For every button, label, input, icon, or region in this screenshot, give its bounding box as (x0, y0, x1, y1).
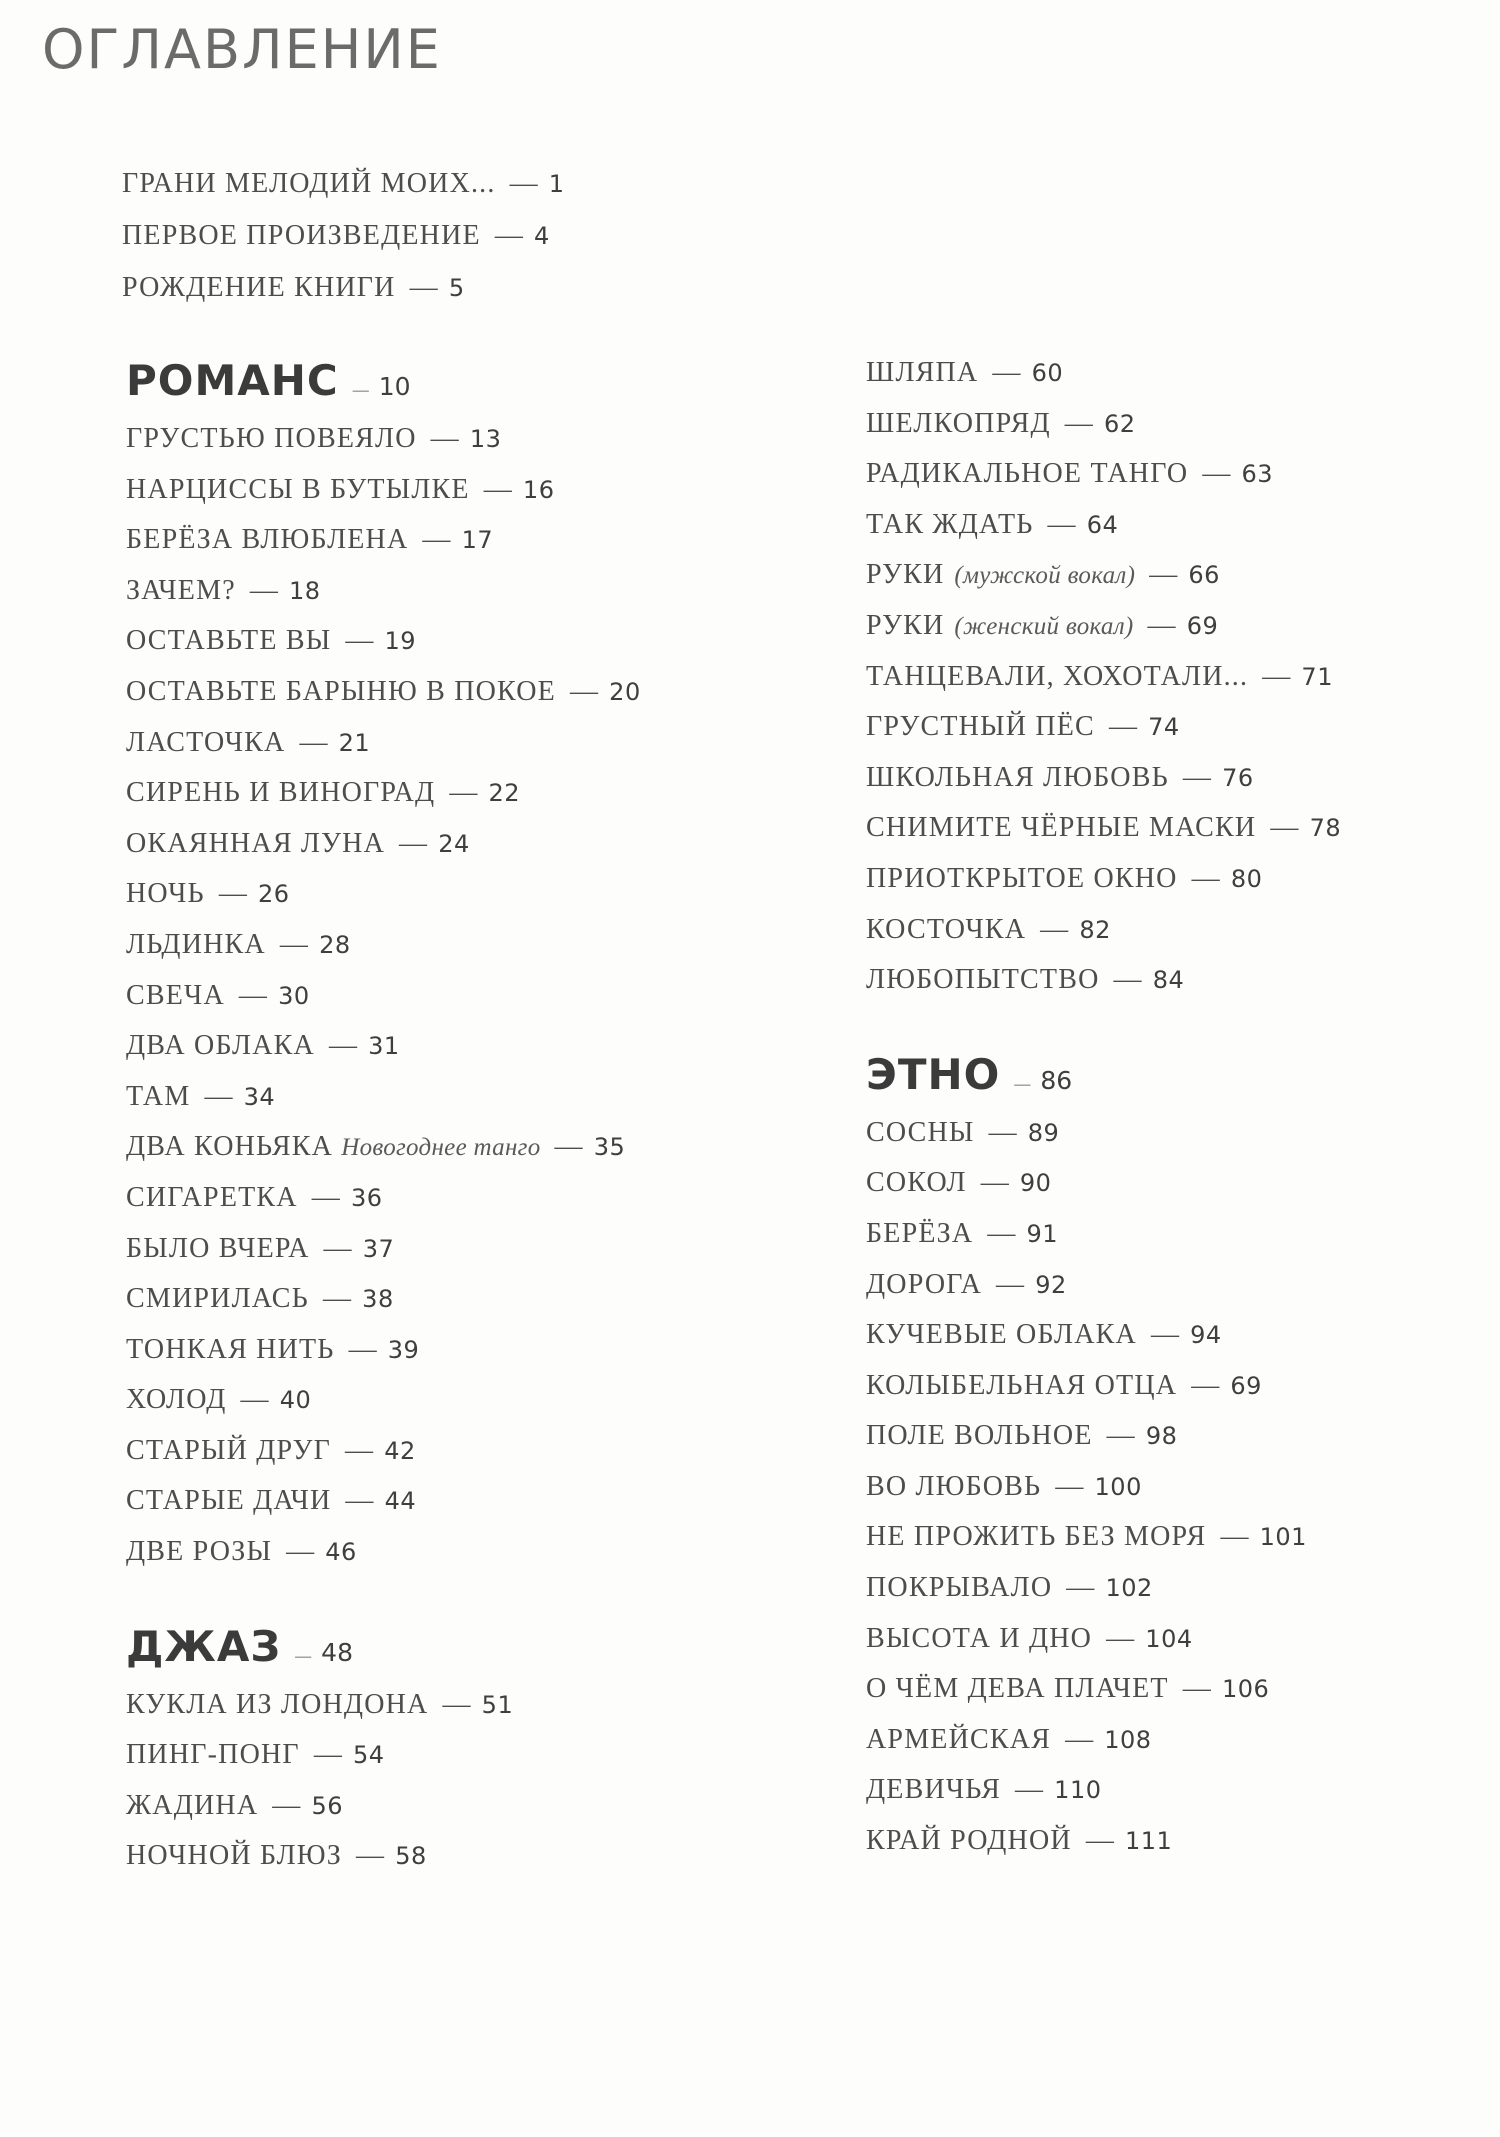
toc-entry[interactable] (866, 854, 1341, 905)
section-name: РОМАНС (126, 356, 339, 405)
entry-page: 71 (1301, 662, 1333, 691)
dash-separator: — (980, 1167, 1010, 1199)
toc-entry[interactable] (126, 1375, 641, 1426)
dash-separator: — (1191, 862, 1221, 894)
entry-title: СТАРЫЙ ДРУГ (126, 1434, 332, 1466)
toc-entry[interactable] (126, 667, 641, 718)
entry-page: 18 (289, 576, 321, 605)
entry-page: 89 (1027, 1118, 1060, 1147)
page-title: ОГЛАВЛЕНИЕ (42, 18, 442, 81)
dash-separator: — (345, 1434, 375, 1466)
toc-entry[interactable] (866, 1664, 1341, 1715)
section-page: 10 (378, 372, 411, 401)
dash-separator: — (399, 827, 429, 859)
entry-page: 56 (311, 1791, 344, 1820)
entry-title: ШКОЛЬНАЯ ЛЮБОВЬ (866, 761, 1169, 793)
dash-separator: — (988, 1116, 1018, 1148)
entry-page: 80 (1230, 864, 1263, 893)
entry-page: 78 (1309, 814, 1342, 843)
entry-title: РОЖДЕНИЕ КНИГИ (122, 272, 396, 303)
dash-separator: — (311, 1181, 341, 1213)
entry-page: 4 (534, 222, 550, 250)
entry-title: РУКИ (866, 559, 945, 591)
dash-separator: — (987, 1217, 1017, 1249)
dash-separator: — (1182, 761, 1213, 793)
toc-entry[interactable] (866, 1108, 1341, 1159)
entry-page: 102 (1105, 1574, 1153, 1603)
dash-separator: — (1014, 1774, 1045, 1806)
entry-title: ТАК ЖДАТЬ (866, 508, 1034, 540)
entry-page: 13 (469, 425, 502, 453)
entry-title: ДВЕ РОЗЫ (126, 1536, 273, 1568)
entry-title: ОСТАВЬТЕ БАРЫНЮ В ПОКОЕ (126, 675, 556, 707)
entry-page: 46 (325, 1538, 357, 1567)
toc-entry[interactable] (866, 1462, 1341, 1513)
entry-page: 110 (1054, 1776, 1102, 1805)
entry-page: 111 (1125, 1827, 1173, 1856)
entry-page: 58 (395, 1842, 427, 1871)
entry-page: 34 (243, 1082, 276, 1111)
entry-title: КОСТОЧКА (866, 913, 1027, 945)
entry-title: ЖАДИНА (126, 1789, 259, 1821)
dash-separator: — (1202, 458, 1232, 490)
entry-page: 1 (548, 170, 565, 198)
dash-separator: — (1147, 609, 1177, 641)
intro-list (122, 158, 565, 314)
entry-title: ДВА КОНЬЯКА (126, 1131, 334, 1163)
dash-separator: — (323, 1232, 353, 1264)
entry-page: 51 (481, 1690, 514, 1719)
toc-entry[interactable] (866, 1158, 1341, 1209)
entry-title: ХОЛОД (126, 1384, 227, 1416)
toc-entry[interactable] (866, 1310, 1341, 1361)
entry-page: 31 (368, 1032, 400, 1061)
entry-title: ТОНКАЯ НИТЬ (126, 1333, 335, 1365)
entry-title: СТАРЫЕ ДАЧИ (126, 1485, 332, 1517)
toc-entry[interactable] (126, 465, 641, 516)
section-gap (126, 1578, 641, 1614)
toc-entry[interactable] (126, 1325, 641, 1376)
toc-entry[interactable] (126, 1730, 641, 1781)
entry-title: ПОКРЫВАЛО (866, 1572, 1053, 1604)
entry-page: 92 (1035, 1270, 1067, 1299)
section-name: ДЖАЗ (126, 1621, 282, 1671)
toc-entry[interactable] (866, 1260, 1341, 1311)
entry-page: 98 (1145, 1422, 1178, 1451)
dash-separator: — (345, 1485, 375, 1517)
section-gap (866, 1006, 1341, 1042)
toc-entry[interactable] (866, 753, 1341, 804)
entry-page: 19 (384, 627, 417, 656)
toc-entry[interactable] (126, 515, 641, 566)
dash-separator: — (1262, 660, 1292, 692)
entry-page: 20 (609, 677, 641, 706)
toc-entry[interactable] (866, 601, 1341, 652)
entry-page: 26 (258, 880, 290, 909)
toc-entry[interactable] (126, 566, 641, 617)
toc-entry[interactable] (122, 158, 565, 210)
entry-title: СОКОЛ (866, 1167, 967, 1199)
entry-title: ЛЬДИНКА (126, 928, 266, 960)
entry-title: КУЧЕВЫЕ ОБЛАКА (866, 1319, 1137, 1351)
dash-separator: — (1040, 913, 1070, 945)
entry-title: ВО ЛЮБОВЬ (866, 1470, 1042, 1502)
dash-separator: — (1106, 1622, 1136, 1654)
dash-separator: — (345, 625, 375, 657)
dash-separator: — (240, 1384, 270, 1416)
dash-separator: — (1108, 711, 1139, 743)
section-heading-romance[interactable] (126, 348, 641, 414)
entry-page: 40 (279, 1386, 312, 1415)
dash-separator: — (218, 878, 249, 910)
toc-entry[interactable] (126, 1831, 641, 1882)
dash-separator: — (1014, 1075, 1031, 1093)
entry-title: ШЛЯПА (866, 357, 979, 388)
left-column (126, 348, 641, 1882)
dash-separator: — (352, 382, 369, 399)
dash-separator: — (238, 979, 269, 1011)
entry-note: (мужской вокал) (954, 562, 1136, 590)
dash-separator: — (1064, 407, 1094, 439)
entry-page: 24 (438, 829, 470, 858)
entry-page: 94 (1190, 1321, 1222, 1350)
entry-title: НЕ ПРОЖИТЬ БЕЗ МОРЯ (866, 1521, 1207, 1553)
entry-title: ГРУСТНЫЙ ПЁС (866, 711, 1095, 743)
dash-separator: — (409, 272, 439, 303)
section-page: 86 (1040, 1065, 1073, 1095)
toc-entry[interactable] (866, 399, 1341, 450)
entry-page: 38 (362, 1285, 394, 1314)
dash-separator: — (1066, 1572, 1096, 1604)
entry-title: ПОЛЕ ВОЛЬНОЕ (866, 1420, 1093, 1452)
entry-page: 17 (461, 526, 494, 555)
dash-separator: — (509, 168, 539, 199)
entry-page: 69 (1230, 1371, 1262, 1400)
entry-page: 63 (1241, 460, 1274, 489)
entry-title: НОЧНОЙ БЛЮЗ (126, 1840, 342, 1872)
dash-separator: — (272, 1789, 302, 1821)
entry-page: 21 (338, 728, 371, 757)
entry-page: 36 (350, 1183, 383, 1212)
dash-separator: — (1220, 1521, 1250, 1553)
section-heading-jazz[interactable] (126, 1614, 641, 1680)
entry-note: Новогоднее танго (341, 1134, 541, 1162)
entry-title: БЕРЁЗА ВЛЮБЛЕНА (126, 524, 409, 556)
entry-title: ТАНЦЕВАЛИ, ХОХОТАЛИ... (866, 660, 1249, 692)
dash-separator: — (328, 1030, 359, 1062)
toc-entry[interactable] (126, 1021, 641, 1072)
entry-page: 74 (1148, 713, 1180, 742)
entry-title: ДОРОГА (866, 1268, 983, 1300)
dash-separator: — (1150, 1319, 1181, 1351)
toc-entry[interactable] (126, 971, 641, 1022)
entry-title: ВЫСОТА И ДНО (866, 1622, 1093, 1654)
entry-page: 35 (593, 1133, 626, 1162)
entry-page: 82 (1079, 915, 1111, 944)
dash-separator: — (1085, 1825, 1116, 1857)
entry-title: НАРЦИССЫ В БУТЫЛКЕ (126, 473, 470, 505)
entry-title: ТАМ (126, 1080, 191, 1112)
toc-entry[interactable] (866, 1715, 1341, 1766)
entry-title: КОЛЫБЕЛЬНАЯ ОТЦА (866, 1369, 1178, 1401)
entry-page: 28 (319, 930, 351, 959)
entry-title: ОКАЯННАЯ ЛУНА (126, 827, 385, 859)
dash-separator: — (348, 1333, 378, 1365)
toc-entry[interactable] (126, 1476, 641, 1527)
dash-separator: — (299, 726, 329, 758)
entry-title: ПИНГ-ПОНГ (126, 1739, 300, 1771)
entry-title: РУКИ (866, 609, 945, 641)
entry-page: 106 (1221, 1675, 1270, 1704)
dash-separator: — (295, 1647, 312, 1665)
entry-page: 84 (1152, 966, 1185, 995)
dash-separator: — (1182, 1673, 1212, 1705)
entry-title: БЕРЁЗА (866, 1217, 974, 1249)
toc-entry[interactable] (866, 702, 1341, 753)
section-page: 48 (321, 1637, 353, 1667)
entry-title: АРМЕЙСКАЯ (866, 1723, 1052, 1755)
dash-separator: — (1191, 1369, 1221, 1401)
entry-title: СИГАРЕТКА (126, 1181, 298, 1213)
toc-entry[interactable] (126, 1072, 641, 1123)
dash-separator: — (483, 473, 513, 505)
entry-page: 91 (1026, 1219, 1059, 1248)
dash-separator: — (1055, 1470, 1085, 1502)
dash-separator: — (355, 1840, 386, 1872)
entry-page: 104 (1145, 1624, 1193, 1653)
entry-title: КРАЙ РОДНОЙ (866, 1825, 1072, 1857)
entry-page: 16 (522, 475, 555, 504)
dash-separator: — (1047, 508, 1077, 540)
toc-entry[interactable] (122, 262, 565, 314)
dash-separator: — (322, 1283, 353, 1315)
dash-separator: — (1149, 559, 1179, 591)
entry-title: ЗАЧЕМ? (126, 574, 236, 606)
entry-page: 54 (353, 1741, 385, 1770)
entry-title: СОСНЫ (866, 1116, 975, 1148)
toc-entry[interactable] (866, 1816, 1341, 1867)
section-name: ЭТНО (866, 1049, 1001, 1099)
toc-entry[interactable] (126, 616, 641, 667)
entry-title: БЫЛО ВЧЕРА (126, 1232, 310, 1264)
toc-entry[interactable] (122, 210, 565, 262)
toc-entry[interactable] (866, 1512, 1341, 1563)
toc-entry[interactable] (866, 955, 1341, 1006)
entry-title: ГРУСТЬЮ ПОВЕЯЛО (126, 423, 417, 454)
toc-entry[interactable] (866, 1411, 1341, 1462)
toc-entry[interactable] (126, 1781, 641, 1832)
entry-page: 42 (384, 1436, 416, 1465)
toc-entry[interactable] (126, 1274, 641, 1325)
dash-separator: — (204, 1080, 234, 1112)
dash-separator: — (442, 1688, 472, 1720)
toc-entry[interactable] (126, 718, 641, 769)
entry-title: ДЕВИЧЬЯ (866, 1774, 1001, 1806)
toc-entry[interactable] (866, 500, 1341, 551)
entry-page: 66 (1188, 561, 1220, 590)
entry-page: 39 (387, 1335, 420, 1364)
toc-entry[interactable] (866, 1614, 1341, 1665)
toc-entry[interactable] (126, 920, 641, 971)
dash-separator: — (1065, 1723, 1095, 1755)
toc-entry[interactable] (866, 1361, 1341, 1412)
toc-entry[interactable] (126, 1173, 641, 1224)
toc-entry[interactable] (126, 1122, 641, 1173)
toc-entry[interactable] (866, 449, 1341, 500)
dash-separator: — (422, 524, 452, 556)
dash-separator: — (992, 357, 1022, 388)
toc-entry[interactable] (126, 869, 641, 920)
entry-page: 76 (1222, 763, 1254, 792)
entry-page: 90 (1019, 1169, 1052, 1198)
dash-separator: — (1106, 1420, 1136, 1452)
entry-title: ШЕЛКОПРЯД (866, 407, 1051, 439)
section-heading-ethno[interactable] (866, 1042, 1341, 1108)
dash-separator: — (554, 1131, 584, 1163)
entry-page: 69 (1186, 611, 1219, 640)
toc-entry[interactable] (866, 348, 1341, 399)
toc-entry[interactable] (126, 768, 641, 819)
entry-page: 30 (278, 981, 310, 1010)
toc-entry[interactable] (866, 652, 1341, 703)
entry-page: 5 (448, 274, 465, 302)
dash-separator: — (286, 1536, 316, 1568)
dash-separator: — (996, 1268, 1026, 1300)
entry-page: 37 (362, 1234, 395, 1263)
entry-title: О ЧЁМ ДЕВА ПЛАЧЕТ (866, 1673, 1169, 1705)
entry-title: ПРИОТКРЫТОЕ ОКНО (866, 862, 1178, 894)
toc-entry[interactable] (126, 819, 641, 870)
entry-title: СНИМИТЕ ЧЁРНЫЕ МАСКИ (866, 812, 1257, 844)
toc-entry[interactable] (126, 1680, 641, 1731)
dash-separator: — (449, 777, 479, 809)
dash-separator: — (313, 1739, 344, 1771)
entry-page: 108 (1104, 1725, 1152, 1754)
dash-separator: — (494, 220, 525, 251)
entry-title: ЛЮБОПЫТСТВО (866, 964, 1100, 996)
toc-entry[interactable] (866, 1765, 1341, 1816)
entry-page: 60 (1031, 359, 1064, 387)
entry-title: НОЧЬ (126, 878, 205, 910)
entry-page: 64 (1086, 510, 1119, 539)
entry-page: 22 (488, 779, 521, 808)
dash-separator: — (1270, 812, 1300, 844)
toc-entry[interactable] (866, 803, 1341, 854)
toc-entry[interactable] (126, 1426, 641, 1477)
entry-title: ГРАНИ МЕЛОДИЙ МОИХ... (122, 168, 496, 199)
entry-page: 44 (384, 1487, 417, 1516)
entry-title: КУКЛА ИЗ ЛОНДОНА (126, 1688, 429, 1720)
entry-note: (женский вокал) (954, 612, 1134, 640)
dash-separator: — (1113, 964, 1143, 996)
entry-title: ОСТАВЬТЕ ВЫ (126, 625, 332, 657)
entry-title: ЛАСТОЧКА (126, 726, 286, 758)
right-column (866, 348, 1341, 1867)
toc-entry[interactable] (866, 550, 1341, 601)
entry-page: 101 (1259, 1523, 1307, 1552)
toc-entry[interactable] (866, 905, 1341, 956)
toc-entry[interactable] (126, 414, 641, 465)
toc-entry[interactable] (126, 1527, 641, 1578)
toc-entry[interactable] (866, 1209, 1341, 1260)
dash-separator: — (279, 928, 310, 960)
entry-title: СИРЕНЬ И ВИНОГРАД (126, 777, 436, 809)
entry-title: РАДИКАЛЬНОЕ ТАНГО (866, 458, 1189, 490)
entry-title: СМИРИЛАСЬ (126, 1283, 309, 1315)
entry-title: СВЕЧА (126, 979, 225, 1011)
entry-page: 100 (1094, 1472, 1142, 1501)
entry-page: 62 (1103, 409, 1136, 438)
toc-entry[interactable] (866, 1563, 1341, 1614)
dash-separator: — (569, 675, 600, 707)
dash-separator: — (430, 423, 460, 454)
entry-title: ДВА ОБЛАКА (126, 1030, 315, 1062)
dash-separator: — (249, 574, 280, 606)
entry-title: ПЕРВОЕ ПРОИЗВЕДЕНИЕ (122, 220, 481, 251)
toc-entry[interactable] (126, 1224, 641, 1275)
